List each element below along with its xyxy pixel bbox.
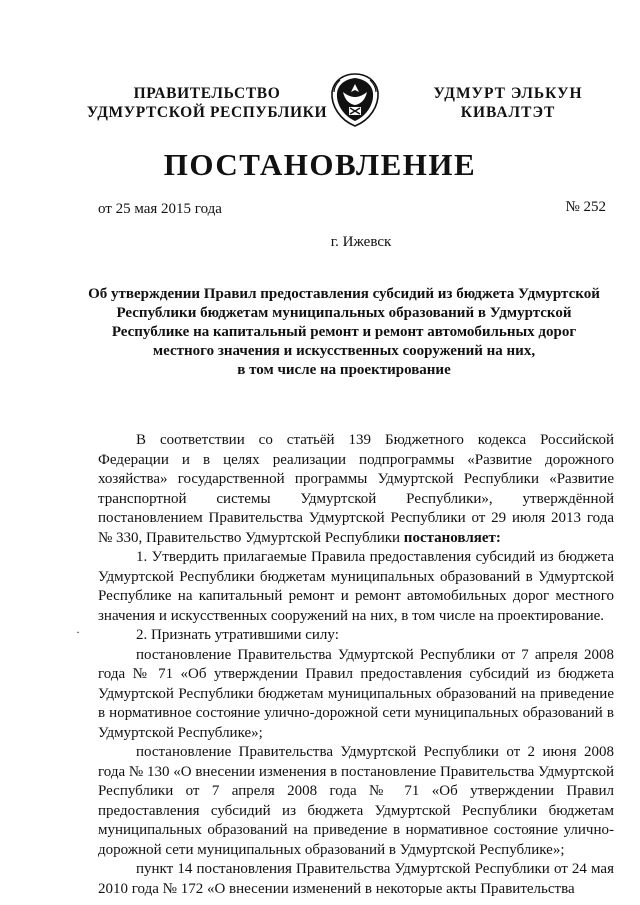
body-paragraph: постановление Правительства Удмуртской Республики от 2 июня 2008 года № 130 «О внесении изменения в постановление Правительства Удмуртской Республики от 7 апреля 2008 года № 71 «Об утверждении Правил предоставления субсидий из бюджета Удмуртской Республики бюджетам муниципальных образований на приведение в нормативное состояние улично-дорожной сети муниципальных образований в Удмуртской Республике»; xyxy=(98,744,614,858)
document-title: ПОСТАНОВЛЕНИЕ xyxy=(163,147,477,182)
body-paragraph: постановление Правительства Удмуртской Республики от 7 апреля 2008 года № 71 «Об утверждении Правил предоставления субсидий из бюджета Удмуртской Республики бюджетам муниципальных образований на приведение в нормативное состояние улично-дорожной сети муниципальных образований в Удмуртской Республике»; xyxy=(98,646,614,741)
paragraph-text: В соответствии со статьёй 139 Бюджетного кодекса Российской Федерации и в целях реализации подпрограммы «Развитие дорожного хозяйства» государственной программы Удмуртской Республики «Развитие транспортной системы Удмуртской Республики», утверждённой постановлением Правительства Удмуртской Республики от 29 июля 2013 года № 330, Правительство Удмуртской Республики xyxy=(98,432,614,546)
body-paragraph xyxy=(98,431,614,548)
government-name-russian xyxy=(82,84,332,122)
margin-mark: · xyxy=(76,625,80,639)
resolution-keyword: постановляет: xyxy=(403,529,501,546)
government-name-udmurt xyxy=(418,84,598,122)
udmurt-coat-of-arms-icon xyxy=(328,70,382,130)
subject-line: Республике на капитальный ремонт и ремонт автомобильных дорог xyxy=(111,324,577,340)
header-left-line2: УДМУРТСКОЙ РЕСПУБЛИКИ xyxy=(86,104,328,121)
document-date: от 25 мая 2015 года xyxy=(98,201,222,217)
subject-line: Республики бюджетам муниципальных образований в Удмуртской xyxy=(116,305,572,321)
body-paragraph: 1. Утвердить прилагаемые Правила предоставления субсидий из бюджета Удмуртской Республики бюджетам муниципальных образований в Удмуртской Республике на капитальный ремонт и ремонт автомобильных дорог местного значения и искусственных сооружений на них, в том числе на проектирование. xyxy=(98,549,614,624)
body-paragraph: 2. Признать утратившими силу: xyxy=(136,627,339,643)
document-subject xyxy=(88,285,600,380)
subject-line: в том числе на проектирование xyxy=(237,362,451,378)
document-city: г. Ижевск xyxy=(330,234,392,250)
subject-line: Об утверждении Правил предоставления субсидий из бюджета Удмуртской xyxy=(88,286,600,302)
header-right-line1: УДМУРТ ЭЛЬКУН xyxy=(433,85,583,102)
body-paragraph: пункт 14 постановления Правительства Удмуртской Республики от 24 мая 2010 года № 172 «О внесении изменений в некоторые акты Правительства xyxy=(98,861,614,897)
header-left-line1: ПРАВИТЕЛЬСТВО xyxy=(133,85,281,102)
header-right-line2: КИВАЛТЭТ xyxy=(460,104,556,121)
document-body xyxy=(98,431,614,899)
document-number: № 252 xyxy=(565,199,606,215)
subject-line: местного значения и искусственных сооружений на них, xyxy=(152,343,536,359)
